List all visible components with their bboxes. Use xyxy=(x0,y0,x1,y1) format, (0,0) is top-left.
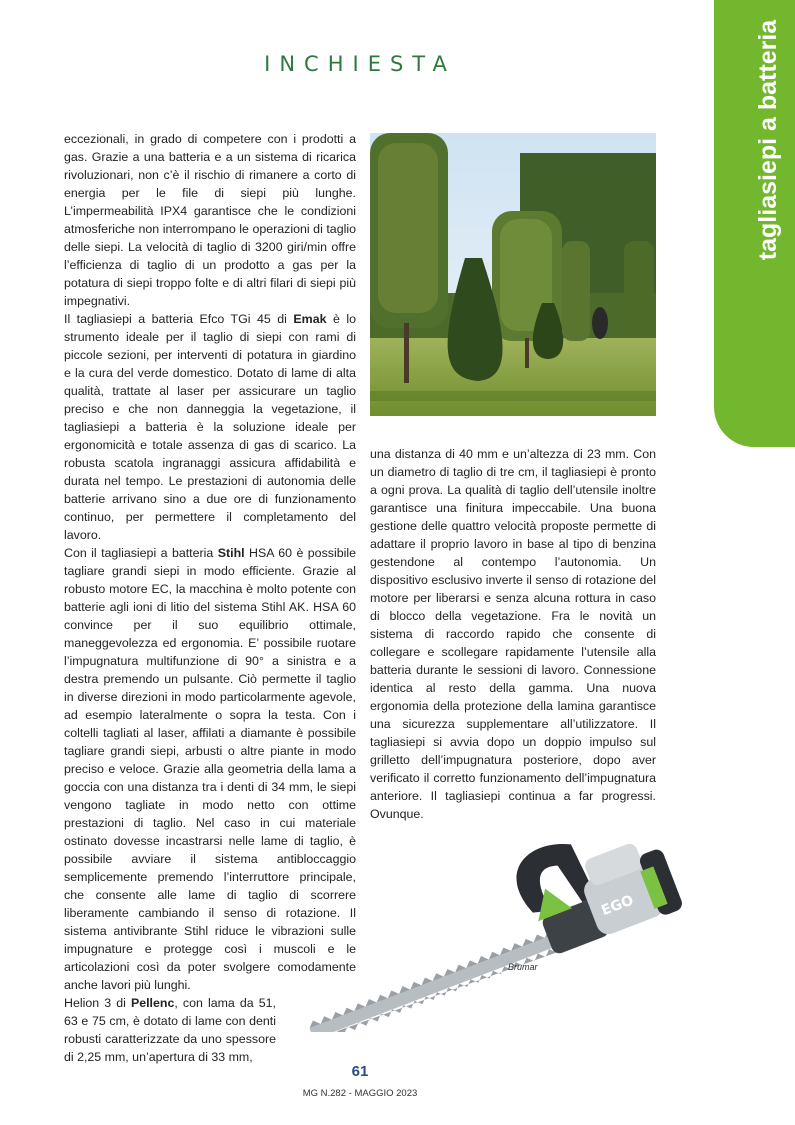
paragraph: Helion 3 di Pellenc, con lama da 51, 63 e 75 cm, è dotato di lame con denti robusti caratterizzate da uno spessore di 2,25 mm, un’apertura di 33 mm, xyxy=(64,996,276,1064)
product-caption: Brumar xyxy=(508,962,538,972)
ego-logo: EGO xyxy=(599,892,636,920)
paragraph: Il tagliasiepi a batteria Efco TGi 45 di Emak è lo strumento ideale per il taglio di siepi con rami di piccole sezioni, per interventi di potatura in giardino e la cura del verde domestico. Dotato di lame di alta qualità, trattate al laser per assicurare un taglio preciso e che non danneggia la vegetazione, il tagliasiepi a batteria è la soluzione ideale per ergonomicità e totale assenza di gas di scarico. La robusta scatola ingranaggi assicura affidabilità e durata nel tempo. Le prestazioni di autonomia delle batterie arrivano sino a due ore di funzionamento continuo, per permettere il completamento del lavoro. xyxy=(64,312,357,542)
paragraph: Con il tagliasiepi a batteria Stihl HSA 60 è possibile tagliare grandi siepi in modo efficiente. Grazie al robusto motore EC, la macchina è molto potente con batterie agli ioni di litio del sistema Stihl AK. HSA 60 convince per il suo equilibrio ottimale, maneggevolezza ed ergonomia. E’ possibile ruotare l’impugnatura multifunzione di 90° a sinistra e a destra premendo un pulsante. Ciò permette il taglio in diverse direzioni in modo particolarmente agevole, ad esempio lateralmente o sopra la testa. Con i coltelli tagliati al laser, affilati a diamante è possibile tagliare grandi siepi, arbusti o altre piante in modo preciso e veloce. Grazie alla geometria della lama a goccia con una distanza tra i denti di 34 mm, le siepi vengono tagliate in modo netto con ottime prestazioni di taglio. Nel caso in cui materiale ostinato dovesse incastrarsi nelle lame di taglio, è possibile avviare il sistema antibloccaggio semplicemente premendo l’interruttore principale, che consente alle lame di taglio di scorrere liberamente cambiando il senso di rotazione. Il sistema antivibrante Stihl riduce le vibrazioni sulle impugnature e protegge così i muscoli e le articolazioni così da poter svolgere comodamente anche lavori più lunghi. xyxy=(64,546,357,992)
hedge-trimmer-illustration xyxy=(262,832,692,1032)
issue-footer: MG N.282 - MAGGIO 2023 xyxy=(302,1088,418,1099)
garden-hedges-photo xyxy=(370,133,656,416)
brand-name: Stihl xyxy=(217,546,245,560)
brand-name: Pellenc xyxy=(130,996,175,1010)
paragraph: eccezionali, in grado di competere con i prodotti a gas. Grazie a una batteria e a un sistema di ricarica rivoluzionari, non c’è il rischio di rimanere a corto di energia per le file di siepi più lunghe. L’impermeabilità IPX4 garantisce che le condizioni atmosferiche non interrompano le operazioni di taglio delle siepi. La velocità di taglio di 3200 giri/min offre l’efficienza di taglio di un prodotto a gas per la potatura di siepi troppo folte e di altri filari di siepi più impegnativi. xyxy=(64,132,356,308)
article-column-right xyxy=(370,445,656,823)
section-side-tab xyxy=(714,0,795,447)
brand-name: Emak xyxy=(293,312,327,326)
paragraph: una distanza di 40 mm e un’altezza di 23 mm. Con un diametro di taglio di tre cm, il tagliasiepi è pronto a ogni prova. La qualità di taglio dell’utensile inoltre garantisce una finitura impeccabile. Una buona gestione delle quattro velocità proposte permette di adattare il proprio lavoro in base al tipo di benzina gestendone al contempo l’autonomia. Un dispositivo esclusivo inverte il senso di rotazione del motore per liberarsi e senza alcuna rottura in caso di blocco della vegetazione. Fra le novità un sistema di raccordo rapido che consente di collegare e scollegare rapidamente l’utensile alla batteria durante le sessioni di lavoro. Connessione identica al resto della gamma. Una nuova ergonomia della protezione della lamina garantisce una sicurezza supplementare all’utilizzatore. Il tagliasiepi si avvia dopo un doppio impulso sul grilletto dell’impugnatura posteriore, dopo aver verificato il corretto funzionamento dell’impugnatura anteriore. Il tagliasiepi continua a far progressi. Ovunque. xyxy=(370,447,656,821)
section-header: INCHIESTA xyxy=(264,52,456,76)
hedge-trimmer-product-image xyxy=(262,832,692,1032)
page-number: 61 xyxy=(351,1063,369,1080)
garden-hedges-image xyxy=(370,133,656,416)
side-tab-label: tagliasiepi a batteria xyxy=(754,19,782,261)
